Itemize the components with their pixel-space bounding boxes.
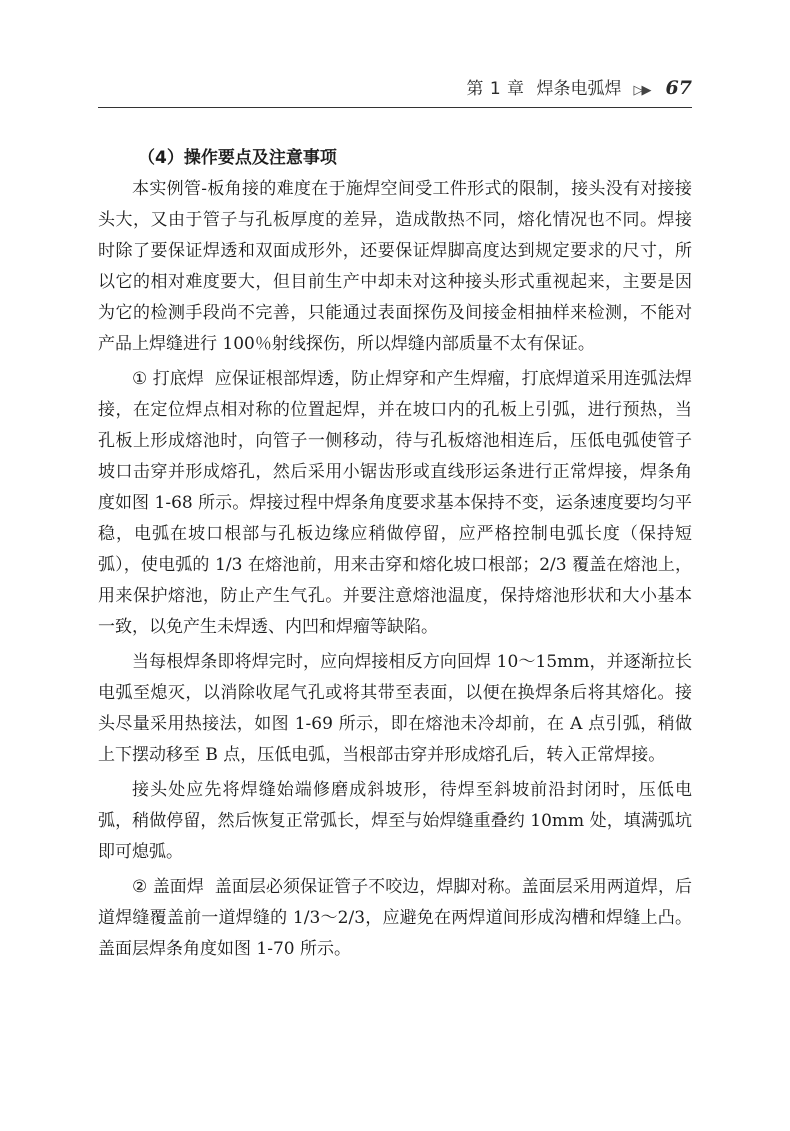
body-text	[98, 143, 692, 965]
paragraph-subtitle: ② 盖面焊	[132, 877, 204, 897]
paragraph-text: 应保证根部焊透，防止焊穿和产生焊瘤，打底焊道采用连弧法焊接，在定位焊点相对称的位置起焊，并在坡口内的孔板上引弧，进行预热，当孔板上形成熔池时，向管子一侧移动，待与孔板熔池相连后，压低电弧使管子坡口击穿并形成熔孔，然后采用小锯齿形或直线形运条进行正常焊接，焊条角度如图 1-68 所示。焊接过程中焊条角度要求基本保持不变，运条速度要均匀平稳，电弧在坡口根部与孔板边缘应稍做停留，应严格控制电弧长度（保持短弧），使电弧的 1/3 在熔池前，用来击穿和熔化坡口根部；2/3 覆盖在熔池上，用来保护熔池，防止产生气孔。并要注意熔池温度，保持熔池形状和大小基本一致，以免产生未焊透、内凹和焊瘤等缺陷。	[98, 369, 692, 637]
paragraph-subtitle: ① 打底焊	[132, 369, 204, 389]
paragraph	[98, 174, 692, 360]
paragraph	[98, 872, 692, 965]
running-header	[466, 74, 692, 99]
section-heading: （4）操作要点及注意事项	[138, 148, 337, 168]
paragraph	[98, 364, 692, 643]
paragraph-text: 盖面层必须保证管子不咬边，焊脚对称。盖面层采用两道焊，后道焊缝覆盖前一道焊缝的 1/3～2/3，应避免在两焊道间形成沟槽和焊缝上凸。盖面层焊条角度如图 1-70 所示。	[98, 877, 692, 959]
chapter-title: 焊条电弧焊	[536, 79, 622, 99]
paragraph	[98, 647, 692, 771]
paragraph	[98, 775, 692, 868]
paragraph-text: 当每根焊条即将焊完时，应向焊接相反方向回焊 10～15mm，并逐渐拉长电弧至熄灭，以消除收尾气孔或将其带至表面，以便在换焊条后将其熔化。接头尽量采用热接法，如图 1-69 所示，即在熔池未冷却前，在 A 点引弧，稍做上下摆动移至 B 点，压低电弧，当根部击穿并形成熔孔后，转入正常焊接。	[98, 652, 692, 765]
arrows-icon: ▷▶	[633, 83, 650, 98]
paragraph-text: 本实例管-板角接的难度在于施焊空间受工件形式的限制，接头没有对接接头大，又由于管子与孔板厚度的差异，造成散热不同，熔化情况也不同。焊接时除了要保证焊透和双面成形外，还要保证焊脚高度达到规定要求的尺寸，所以它的相对难度要大，但目前生产中却未对这种接头形式重视起来，主要是因为它的检测手段尚不完善，只能通过表面探伤及间接金相抽样来检测，不能对产品上焊缝进行 100％射线探伤，所以焊缝内部质量不太有保证。	[98, 179, 692, 354]
paragraph-text: 接头处应先将焊缝始端修磨成斜坡形，待焊至斜坡前沿封闭时，压低电弧，稍做停留，然后恢复正常弧长，焊至与始焊缝重叠约 10mm 处，填满弧坑即可熄弧。	[98, 780, 692, 862]
chapter-number: 第 1 章	[466, 79, 525, 99]
header-rule	[98, 107, 692, 108]
page-number: 67	[665, 77, 692, 99]
